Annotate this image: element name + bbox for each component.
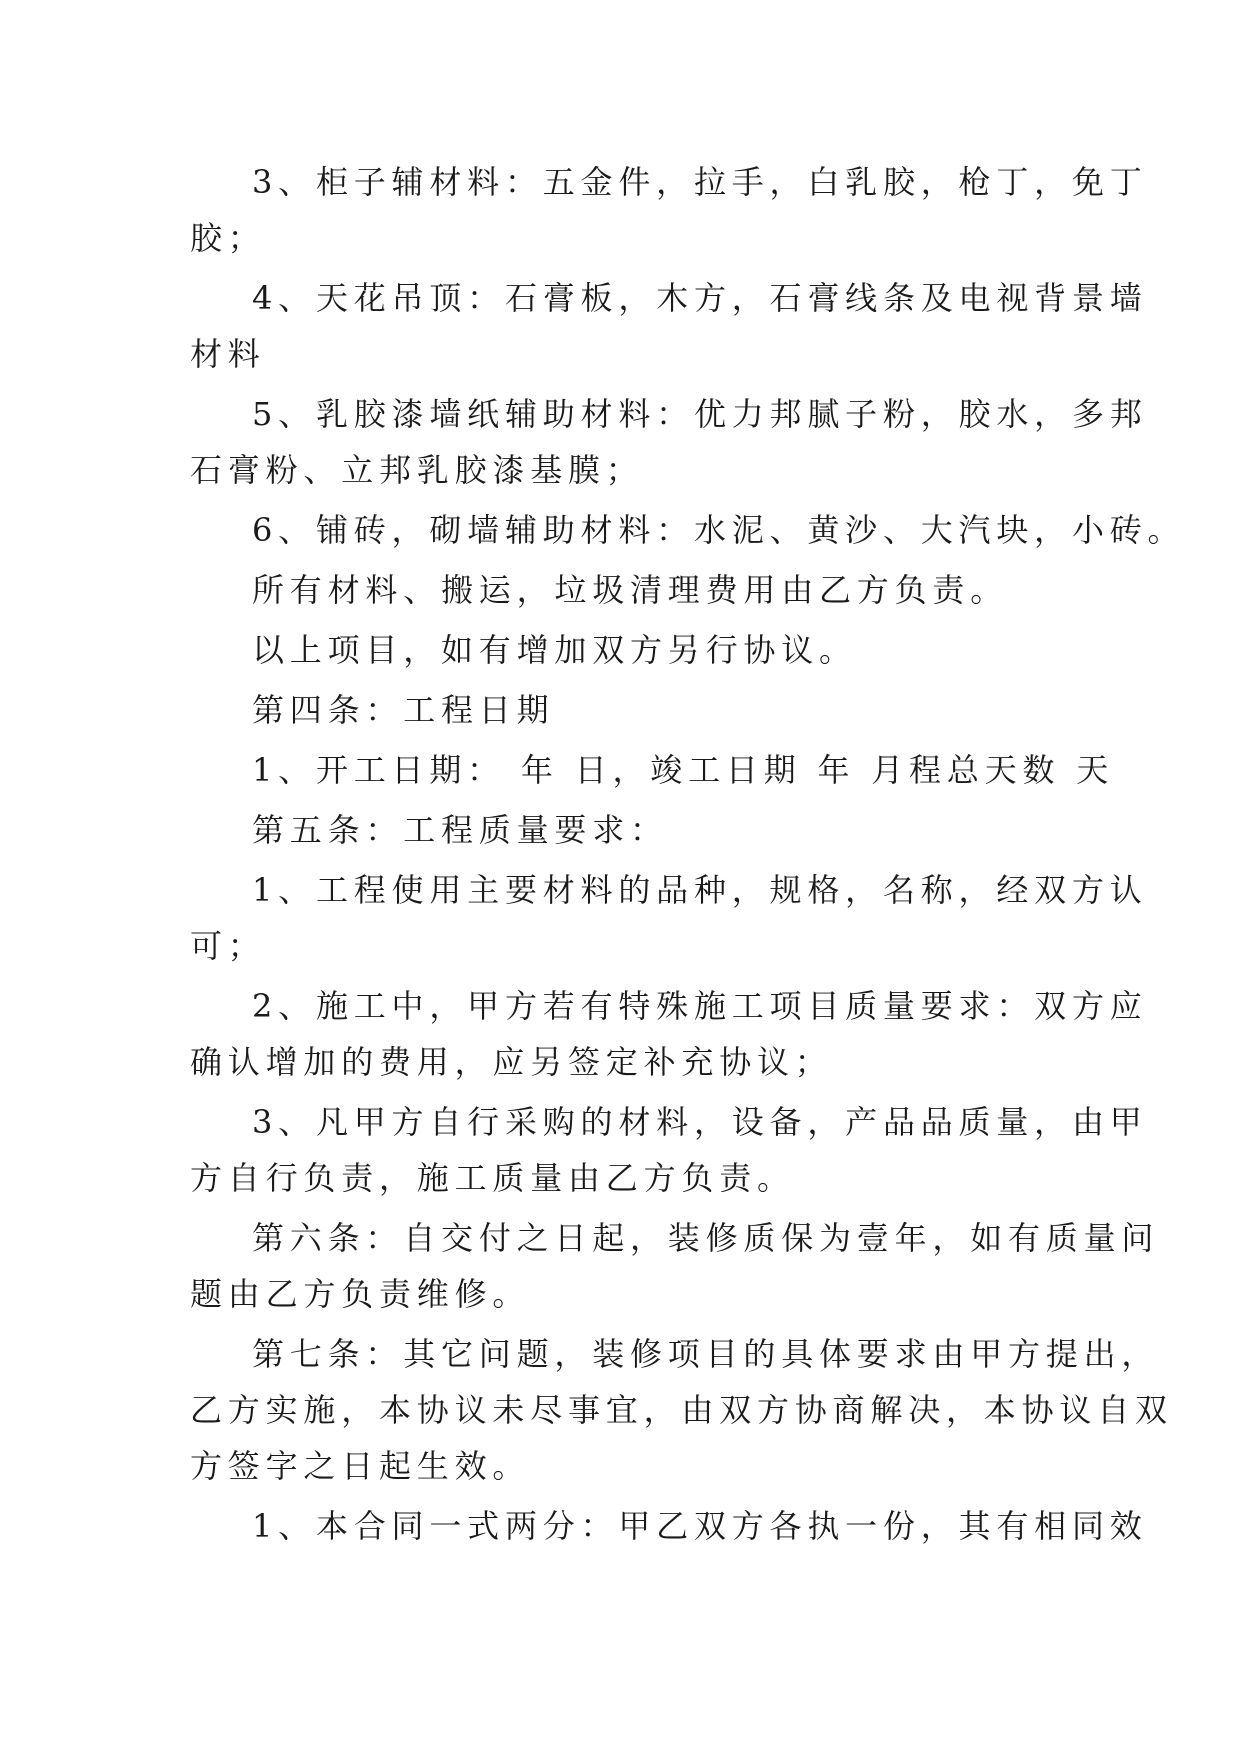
paragraph-line: 胶； [190, 219, 266, 257]
paragraph-line: 第六条：自交付之日起，装修质保为壹年，如有质量问 [252, 1219, 1160, 1257]
paragraph-line: 6、铺砖，砌墙辅助材料：水泥、黄沙、大汽块，小砖。 [252, 511, 1186, 549]
paragraph-line: 3、凡甲方自行采购的材料，设备，产品品质量，由甲 [252, 1103, 1148, 1141]
paragraph-line: 材料 [190, 335, 266, 373]
paragraph-line: 第五条：工程质量要求： [252, 811, 668, 849]
paragraph-line: 第七条：其它问题，装修项目的具体要求由甲方提出， [252, 1335, 1160, 1373]
paragraph-line: 乙方实施，本协议未尽事宜，由双方协商解决，本协议自双 [190, 1391, 1173, 1429]
paragraph-line: 4、天花吊顶：石膏板，木方，石膏线条及电视背景墙 [252, 279, 1148, 317]
paragraph-line: 3、柜子辅材料：五金件，拉手，白乳胶，枪丁，免丁 [252, 163, 1148, 201]
paragraph-line: 5、乳胶漆墙纸辅助材料：优力邦腻子粉，胶水，多邦 [252, 395, 1148, 433]
paragraph-line: 方签字之日起生效。 [190, 1447, 531, 1485]
paragraph-line: 1、开工日期： 年 日，竣工日期 年 月程总天数 天 [252, 751, 1115, 789]
paragraph-line: 1、工程使用主要材料的品种，规格，名称，经双方认 [252, 871, 1148, 909]
paragraph-line: 2、施工中，甲方若有特殊施工项目质量要求：双方应 [252, 987, 1148, 1025]
paragraph-line: 第四条：工程日期 [252, 691, 555, 729]
paragraph-line: 石膏粉、立邦乳胶漆基膜； [190, 451, 644, 489]
paragraph-line: 1、本合同一式两分：甲乙双方各执一份，其有相同效 [252, 1507, 1148, 1545]
paragraph-line: 题由乙方负责维修。 [190, 1275, 531, 1313]
paragraph-line: 可； [190, 927, 266, 965]
paragraph-line: 方自行负责，施工质量由乙方负责。 [190, 1159, 795, 1197]
paragraph-line: 以上项目，如有增加双方另行协议。 [252, 631, 857, 669]
paragraph-line: 所有材料、搬运，垃圾清理费用由乙方负责。 [252, 571, 1009, 609]
document-body [190, 154, 1186, 1554]
paragraph-line: 确认增加的费用，应另签定补充协议； [190, 1043, 833, 1081]
